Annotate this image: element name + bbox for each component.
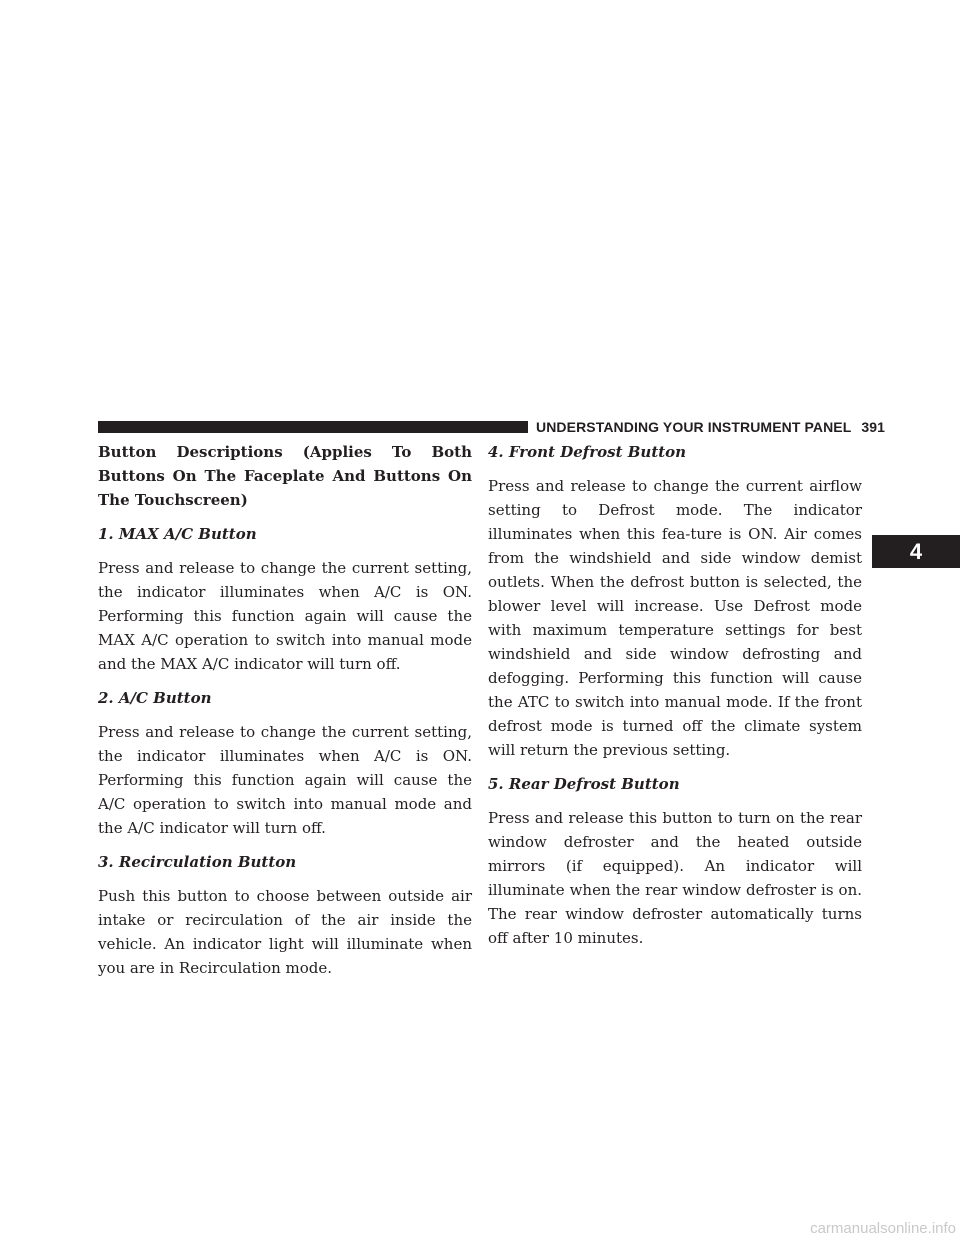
item-title-ac: 2. A/C Button (98, 689, 212, 707)
item-title-max-ac: 1. MAX A/C Button (98, 525, 257, 543)
chapter-tab: 4 (872, 535, 960, 568)
item-title-rear-defrost: 5. Rear Defrost Button (488, 775, 680, 793)
page-number: 391 (861, 419, 886, 435)
item-text-recirculation: Push this button to choose between outside air intake or recirculation of the air inside the vehicle. An indicator light will illuminate when you are in Recirculation mode. (98, 887, 472, 977)
item-title-recirculation: 3. Recirculation Button (98, 853, 297, 871)
item-text-max-ac: Press and release to change the current setting, the indicator illuminates when A/C is ON. Performing this function again will cause the MAX A/C operation to switch into manual mode and the MAX A/C indicator will turn off. (98, 559, 472, 673)
item-text-ac: Press and release to change the current setting, the indicator illuminates when A/C is ON. Performing this function again will cause the A/C operation to switch into manual mode and the A/C indicator will turn off. (98, 723, 472, 837)
section-title: UNDERSTANDING YOUR INSTRUMENT PANEL (536, 419, 852, 435)
item-text-rear-defrost: Press and release this button to turn on the rear window defroster and the heated outside mirrors (if equipped). An indicator will illuminate when the rear window defroster is on. The rear window defroster automatically turns off after 10 minutes. (488, 809, 862, 947)
right-column (488, 440, 862, 960)
header-rule (98, 421, 528, 433)
left-column (98, 440, 472, 990)
watermark: carmanualsonline.info (810, 1220, 956, 1237)
item-text-front-defrost: Press and release to change the current airflow setting to Defrost mode. The indicator illuminates when this fea-ture is ON. Air comes from the windshield and side window demist outlets. When the defrost button is selected, the blower level will increase. Use Defrost mode with maximum temperature settings for best windshield and side window defrosting and defogging. Performing this function will cause the ATC to switch into manual mode. If the front defrost mode is turned off the climate system will return the previous setting. (488, 477, 862, 759)
section-heading: Button Descriptions (Applies To Both Buttons On The Faceplate And Buttons On The Touchscreen) (98, 443, 472, 509)
item-title-front-defrost: 4. Front Defrost Button (488, 443, 687, 461)
running-header (536, 418, 886, 436)
